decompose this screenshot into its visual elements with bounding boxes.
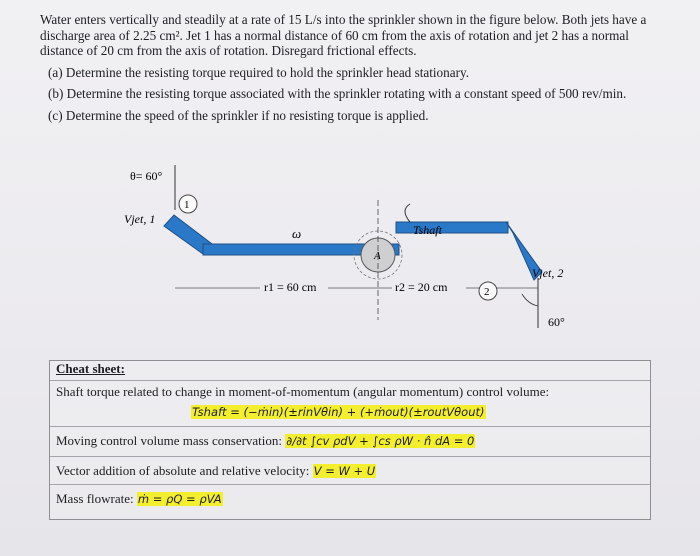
cheat-flowrate-row — [50, 485, 650, 519]
theta-label: θ= 60° — [130, 169, 163, 183]
cheat-title-row — [50, 361, 650, 381]
r1-label: r1 = 60 cm — [264, 280, 317, 294]
sprinkler-figure — [60, 160, 620, 340]
cheat-sheet-title: Cheat sheet: — [56, 361, 125, 376]
omega-label: ω — [292, 226, 302, 241]
cheat-mass-row — [50, 427, 650, 457]
v-jet2-label: Vjet, 2 — [532, 266, 564, 280]
t-shaft-arrow — [405, 204, 410, 222]
cheat-torque-row — [50, 381, 650, 427]
label-2: 2 — [484, 286, 490, 298]
t-shaft-label: Tshaft — [413, 223, 442, 237]
label-1: 1 — [184, 199, 190, 211]
mass-flowrate-equation: ṁ = ρQ = ρVA — [137, 492, 222, 506]
cheat-line1: Shaft torque related to change in moment-of-momentum (angular momentum) control volume: — [56, 384, 550, 399]
v-jet1-label: Vjet, 1 — [124, 212, 156, 226]
cheat-velocity-row — [50, 457, 650, 485]
angle-60-label: 60° — [548, 315, 565, 329]
part-a: (a) Determine the resisting torque required to hold the sprinkler head stationary. — [48, 64, 470, 80]
torque-equation: Tshaft = (−ṁin)(±rinVθin) + (+ṁout)(±routVθout) — [192, 405, 485, 419]
hub-a-label: A — [374, 250, 381, 262]
problem-intro: Water enters vertically and steadily at a rate of 15 L/s into the sprinkler shown in the figure below. Both jets have a discharge area of 2.25 cm². Jet 1 has a normal distance of 60 cm from the axis of rotation and jet 2 has a normal distance of 20 cm from the axis of rotation. Disregard frictional effects. — [40, 12, 647, 59]
mass-conservation-equation: ∂/∂t ∫cv ρdV + ∫cs ρW · n̂ dA = 0 — [286, 434, 475, 448]
problem-statement — [40, 12, 670, 124]
mass-flowrate-label: Mass flowrate: — [56, 491, 134, 506]
cheat-sheet-box — [49, 360, 651, 520]
angle-arc-2 — [522, 294, 538, 306]
part-b: (b) Determine the resisting torque associated with the sprinkler rotating with a constant speed of 500 rev/min. — [48, 86, 627, 102]
mass-conservation-label: Moving control volume mass conservation: — [56, 433, 283, 448]
part-c: (c) Determine the speed of the sprinkler if no resisting torque is applied. — [48, 107, 429, 123]
velocity-addition-equation: V = W + U — [313, 464, 376, 478]
r2-label: r2 = 20 cm — [395, 280, 448, 294]
velocity-addition-label: Vector addition of absolute and relative velocity: — [56, 463, 310, 478]
